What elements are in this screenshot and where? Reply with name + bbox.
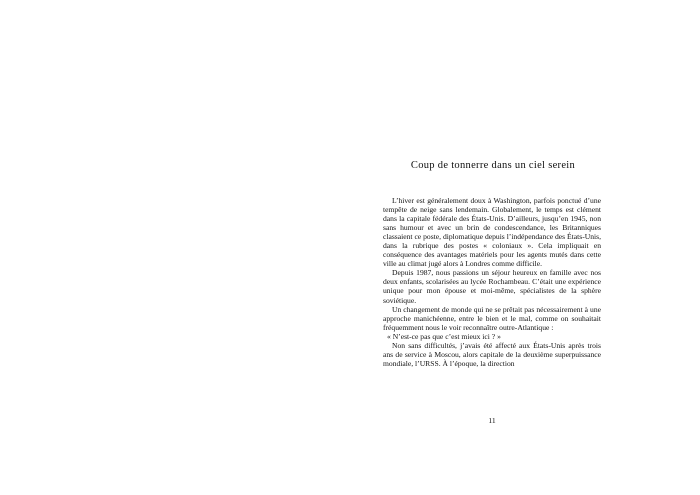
quote-paragraph: « N’est-ce pas que c’est mieux ici ? »	[387, 331, 501, 341]
paragraph: Un changement de monde qui ne se prêtait pas nécessairement à une approche manichéenne, entre le bien et le mal, comme on souhaitait fréquemment nous le voir reconnaître outre-Atlantique :	[383, 304, 601, 332]
chapter-title: Coup de tonnerre dans un ciel serein	[410, 160, 576, 171]
paragraph: L’hiver est généralement doux à Washington, parfois ponctué d’une tempête de neige sans lendemain. Globalement, le temps est clément dans la capitale fédérale des États-Unis. D’ailleurs, jusqu’en 1945, non sans humour et avec un brin de condescendance, les Britanniques classaient ce poste, diplomatique depuis l’indépendance des États-Unis, dans la rubrique des postes « coloniaux ». Cela impliquait en conséquence des avantages matériels pour les agents mutés dans cette ville au climat jugé alors à Londres comme difficile.	[383, 196, 601, 269]
paragraph: Non sans difficultés, j’avais été affecté aux États-Unis après trois ans de service à Moscou, alors capitale de la deuxième superpuissance mondiale, l’URSS. À l’époque, la direction	[383, 340, 601, 368]
body-text	[383, 196, 601, 368]
paragraph: Depuis 1987, nous passions un séjour heureux en famille avec nos deux enfants, scolarisées au lycée Rochambeau. C’était une expérience unique pour mon épouse et moi-même, spécialistes de la sphère soviétique.	[383, 268, 601, 305]
page-number: 11	[488, 416, 496, 425]
